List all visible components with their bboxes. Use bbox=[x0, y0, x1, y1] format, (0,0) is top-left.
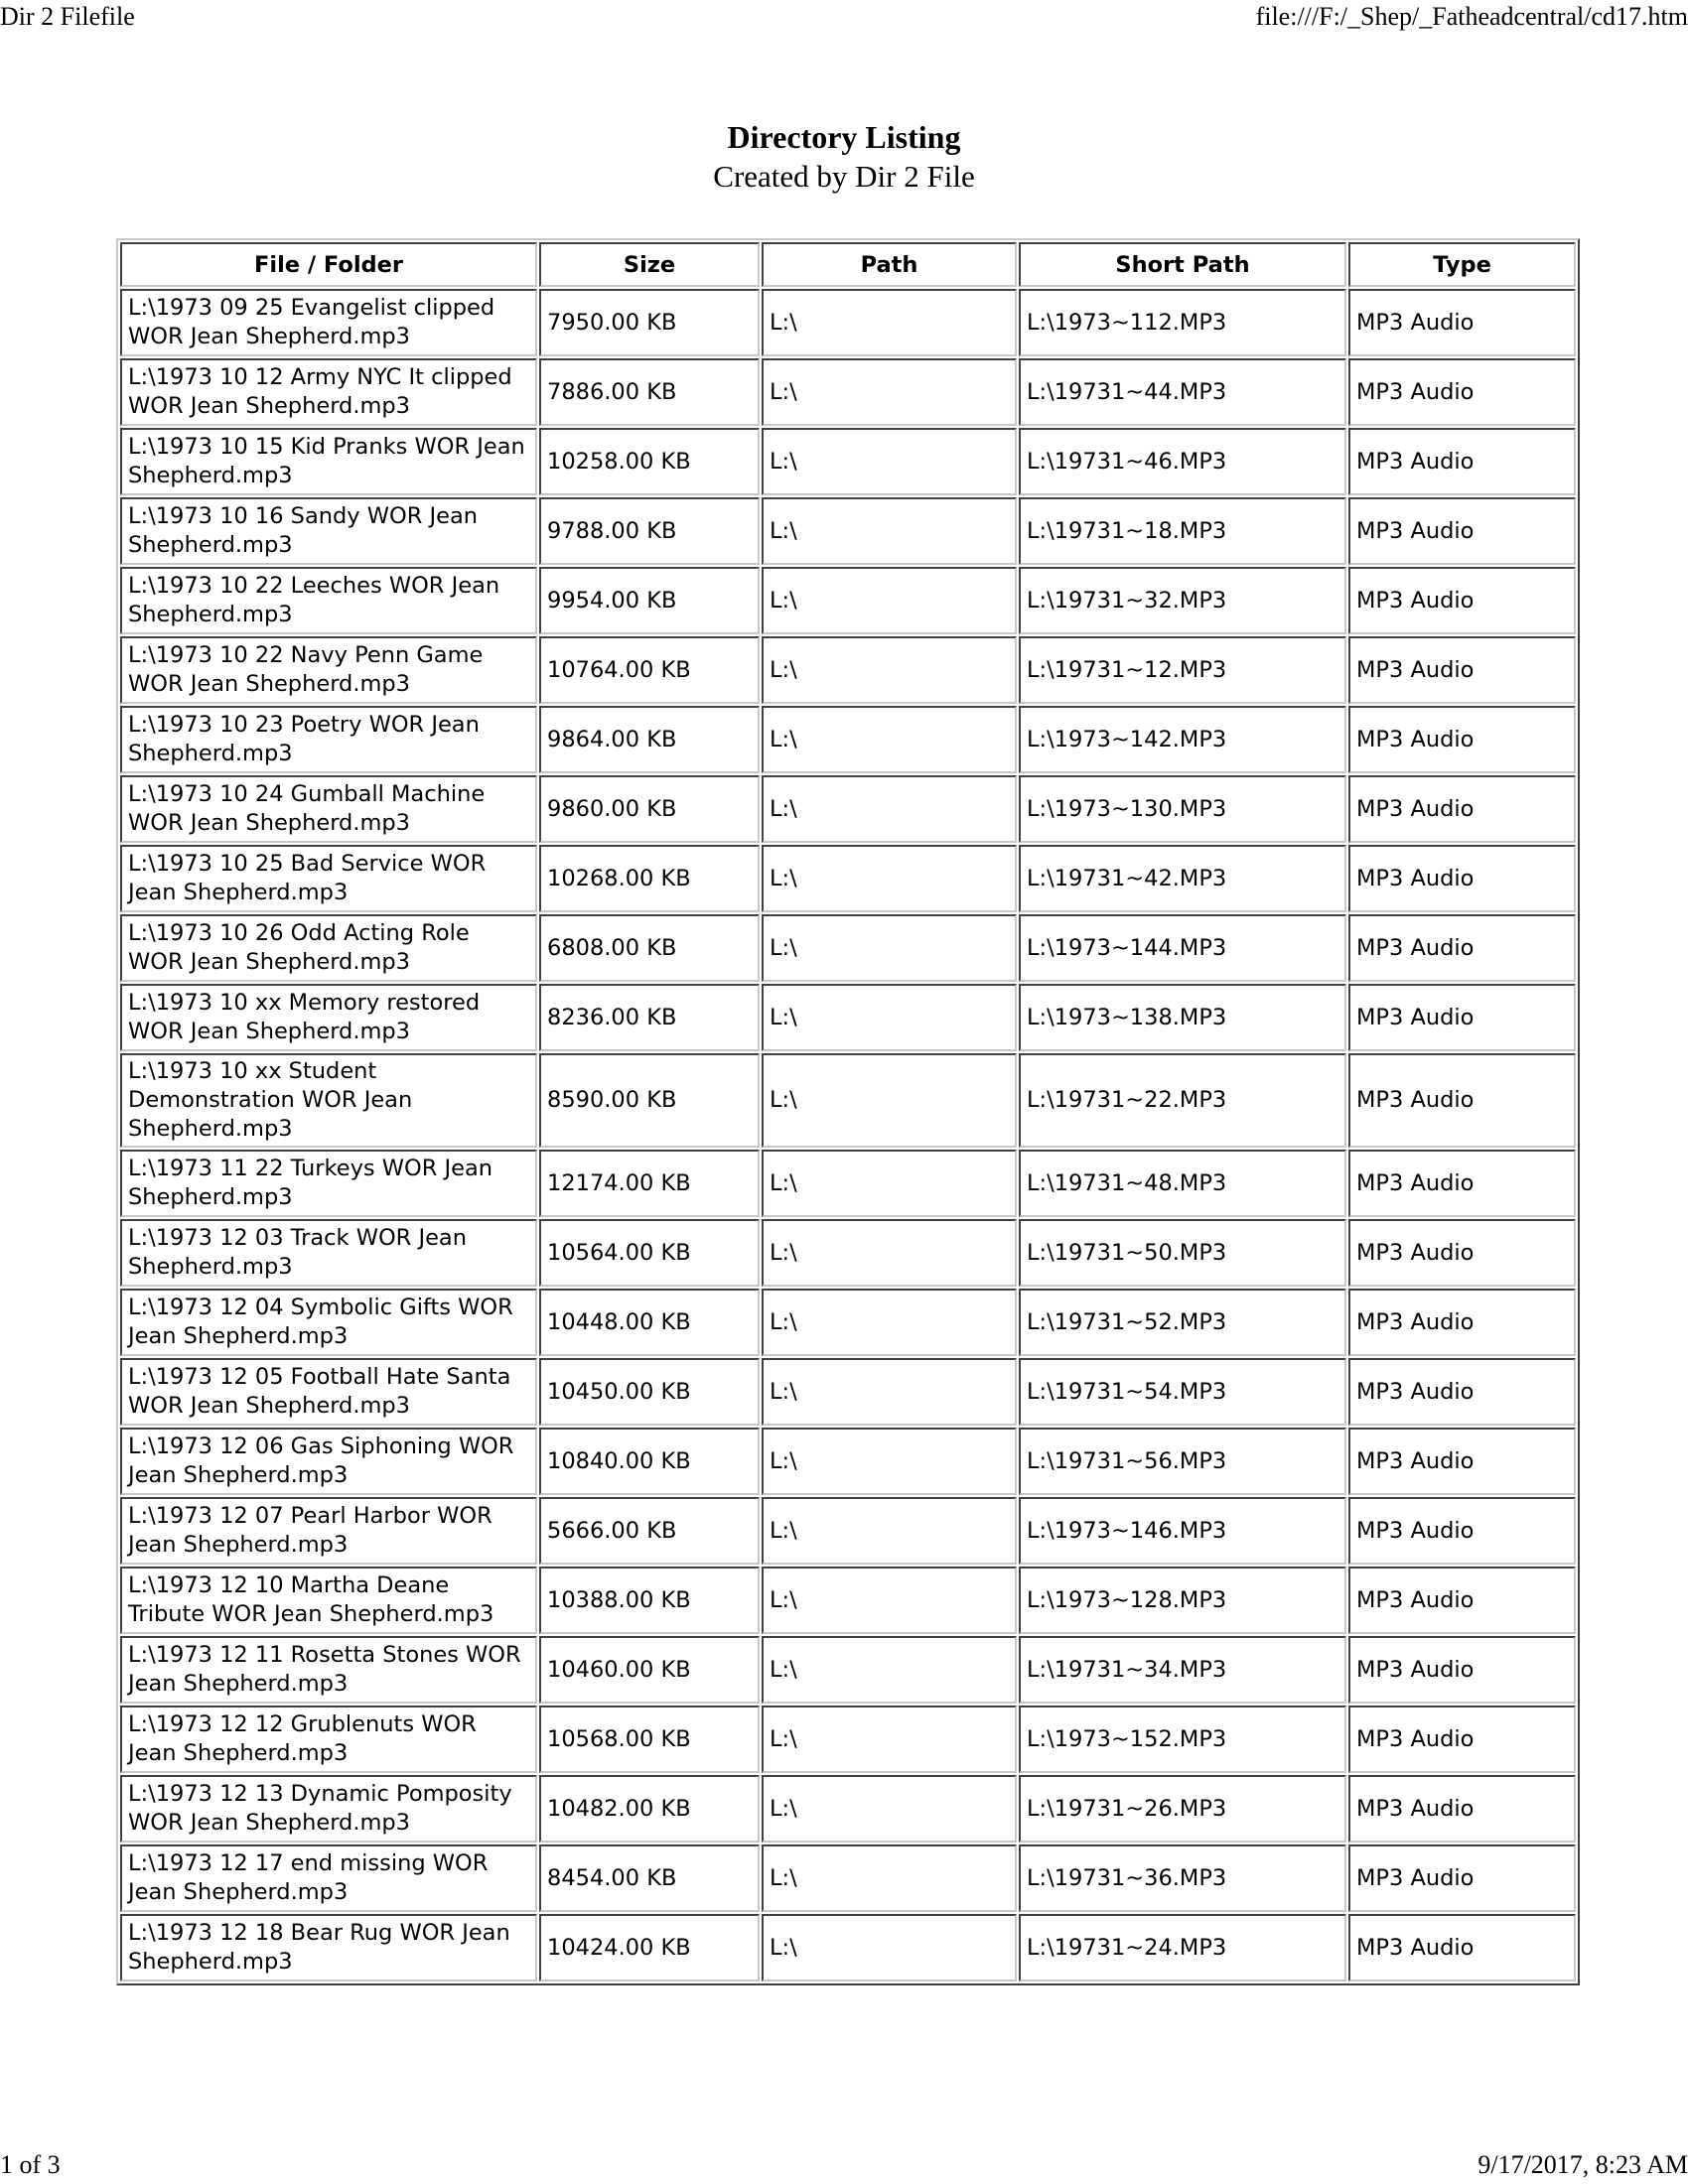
table-row bbox=[120, 1358, 1576, 1426]
cell-size: 10564.00 KB bbox=[539, 1219, 760, 1287]
cell-file-name: L:\1973 10 25 Bad Service WOR Jean Shepherd.mp3 bbox=[120, 845, 537, 912]
cell-size: 9860.00 KB bbox=[539, 775, 760, 843]
cell-file-name: L:\1973 12 13 Dynamic Pomposity WOR Jean Shepherd.mp3 bbox=[120, 1775, 537, 1843]
cell-short-path: L:\1973~146.MP3 bbox=[1019, 1497, 1346, 1565]
cell-size: 10450.00 KB bbox=[539, 1358, 760, 1426]
cell-path: L:\ bbox=[762, 567, 1017, 634]
cell-size: 7950.00 KB bbox=[539, 289, 760, 356]
cell-short-path: L:\19731~46.MP3 bbox=[1019, 428, 1346, 495]
print-footer-datetime: 9/17/2017, 8:23 AM bbox=[1477, 2150, 1688, 2179]
cell-short-path: L:\19731~50.MP3 bbox=[1019, 1219, 1346, 1287]
cell-file-name: L:\1973 10 xx Student Demonstration WOR Jean Shepherd.mp3 bbox=[120, 1053, 537, 1148]
cell-short-path: L:\19731~44.MP3 bbox=[1019, 358, 1346, 426]
cell-short-path: L:\19731~52.MP3 bbox=[1019, 1289, 1346, 1356]
cell-short-path: L:\19731~26.MP3 bbox=[1019, 1775, 1346, 1843]
table-row bbox=[120, 1053, 1576, 1148]
cell-short-path: L:\19731~48.MP3 bbox=[1019, 1150, 1346, 1217]
cell-size: 8236.00 KB bbox=[539, 984, 760, 1051]
column-header-size: Size bbox=[539, 242, 760, 287]
column-header-path: Path bbox=[762, 242, 1017, 287]
cell-short-path: L:\19731~18.MP3 bbox=[1019, 497, 1346, 565]
cell-type: MP3 Audio bbox=[1348, 1358, 1576, 1426]
cell-type: MP3 Audio bbox=[1348, 1636, 1576, 1704]
cell-size: 5666.00 KB bbox=[539, 1497, 760, 1565]
table-row bbox=[120, 845, 1576, 912]
print-header-url: file:///F:/_Shep/_Fatheadcentral/cd17.htm bbox=[1255, 2, 1688, 31]
cell-size: 9954.00 KB bbox=[539, 567, 760, 634]
cell-size: 10482.00 KB bbox=[539, 1775, 760, 1843]
cell-size: 8590.00 KB bbox=[539, 1053, 760, 1148]
cell-file-name: L:\1973 11 22 Turkeys WOR Jean Shepherd.mp3 bbox=[120, 1150, 537, 1217]
cell-short-path: L:\19731~42.MP3 bbox=[1019, 845, 1346, 912]
cell-type: MP3 Audio bbox=[1348, 706, 1576, 773]
cell-type: MP3 Audio bbox=[1348, 289, 1576, 356]
cell-file-name: L:\1973 10 15 Kid Pranks WOR Jean Shepherd.mp3 bbox=[120, 428, 537, 495]
table-row bbox=[120, 289, 1576, 356]
cell-short-path: L:\19731~56.MP3 bbox=[1019, 1428, 1346, 1495]
cell-short-path: L:\1973~128.MP3 bbox=[1019, 1567, 1346, 1634]
cell-type: MP3 Audio bbox=[1348, 775, 1576, 843]
cell-path: L:\ bbox=[762, 1289, 1017, 1356]
column-header-type: Type bbox=[1348, 242, 1576, 287]
cell-short-path: L:\19731~34.MP3 bbox=[1019, 1636, 1346, 1704]
table-row bbox=[120, 1844, 1576, 1912]
cell-file-name: L:\1973 12 12 Grublenuts WOR Jean Shepherd.mp3 bbox=[120, 1706, 537, 1773]
cell-type: MP3 Audio bbox=[1348, 1844, 1576, 1912]
table-body bbox=[120, 289, 1576, 1981]
table-row bbox=[120, 706, 1576, 773]
cell-short-path: L:\19731~54.MP3 bbox=[1019, 1358, 1346, 1426]
cell-path: L:\ bbox=[762, 1497, 1017, 1565]
cell-short-path: L:\1973~144.MP3 bbox=[1019, 914, 1346, 982]
cell-path: L:\ bbox=[762, 1219, 1017, 1287]
cell-file-name: L:\1973 10 24 Gumball Machine WOR Jean Shepherd.mp3 bbox=[120, 775, 537, 843]
table-row bbox=[120, 636, 1576, 704]
cell-type: MP3 Audio bbox=[1348, 1289, 1576, 1356]
cell-path: L:\ bbox=[762, 706, 1017, 773]
cell-short-path: L:\1973~112.MP3 bbox=[1019, 289, 1346, 356]
cell-size: 8454.00 KB bbox=[539, 1844, 760, 1912]
cell-type: MP3 Audio bbox=[1348, 358, 1576, 426]
cell-type: MP3 Audio bbox=[1348, 1567, 1576, 1634]
column-header-file-folder: File / Folder bbox=[120, 242, 537, 287]
cell-type: MP3 Audio bbox=[1348, 1150, 1576, 1217]
cell-path: L:\ bbox=[762, 1567, 1017, 1634]
document-heading bbox=[0, 117, 1688, 197]
cell-file-name: L:\1973 12 06 Gas Siphoning WOR Jean Shepherd.mp3 bbox=[120, 1428, 537, 1495]
cell-path: L:\ bbox=[762, 497, 1017, 565]
cell-file-name: L:\1973 12 04 Symbolic Gifts WOR Jean Shepherd.mp3 bbox=[120, 1289, 537, 1356]
cell-file-name: L:\1973 09 25 Evangelist clipped WOR Jean Shepherd.mp3 bbox=[120, 289, 537, 356]
cell-file-name: L:\1973 12 10 Martha Deane Tribute WOR Jean Shepherd.mp3 bbox=[120, 1567, 537, 1634]
cell-size: 10460.00 KB bbox=[539, 1636, 760, 1704]
cell-short-path: L:\1973~130.MP3 bbox=[1019, 775, 1346, 843]
cell-path: L:\ bbox=[762, 984, 1017, 1051]
cell-type: MP3 Audio bbox=[1348, 567, 1576, 634]
print-footer-page-number: 1 of 3 bbox=[0, 2150, 61, 2179]
cell-size: 10258.00 KB bbox=[539, 428, 760, 495]
cell-file-name: L:\1973 10 26 Odd Acting Role WOR Jean Shepherd.mp3 bbox=[120, 914, 537, 982]
cell-path: L:\ bbox=[762, 1775, 1017, 1843]
cell-path: L:\ bbox=[762, 845, 1017, 912]
page-subtitle: Created by Dir 2 File bbox=[713, 159, 975, 194]
cell-size: 10764.00 KB bbox=[539, 636, 760, 704]
table-row bbox=[120, 1428, 1576, 1495]
cell-file-name: L:\1973 10 22 Navy Penn Game WOR Jean Shepherd.mp3 bbox=[120, 636, 537, 704]
table-row bbox=[120, 1636, 1576, 1704]
cell-type: MP3 Audio bbox=[1348, 984, 1576, 1051]
table-row bbox=[120, 1775, 1576, 1843]
cell-size: 6808.00 KB bbox=[539, 914, 760, 982]
cell-size: 9864.00 KB bbox=[539, 706, 760, 773]
cell-type: MP3 Audio bbox=[1348, 1775, 1576, 1843]
cell-path: L:\ bbox=[762, 289, 1017, 356]
cell-type: MP3 Audio bbox=[1348, 497, 1576, 565]
table-row bbox=[120, 984, 1576, 1051]
cell-path: L:\ bbox=[762, 636, 1017, 704]
page-title: Directory Listing bbox=[727, 119, 961, 155]
cell-short-path: L:\19731~36.MP3 bbox=[1019, 1844, 1346, 1912]
cell-file-name: L:\1973 12 07 Pearl Harbor WOR Jean Shepherd.mp3 bbox=[120, 1497, 537, 1565]
cell-file-name: L:\1973 10 12 Army NYC It clipped WOR Jean Shepherd.mp3 bbox=[120, 358, 537, 426]
cell-short-path: L:\1973~152.MP3 bbox=[1019, 1706, 1346, 1773]
cell-type: MP3 Audio bbox=[1348, 1053, 1576, 1148]
table-row bbox=[120, 1914, 1576, 1981]
cell-short-path: L:\19731~32.MP3 bbox=[1019, 567, 1346, 634]
table-header-row bbox=[120, 242, 1576, 287]
cell-short-path: L:\19731~12.MP3 bbox=[1019, 636, 1346, 704]
column-header-short-path: Short Path bbox=[1019, 242, 1346, 287]
cell-type: MP3 Audio bbox=[1348, 1914, 1576, 1981]
cell-path: L:\ bbox=[762, 1636, 1017, 1704]
cell-file-name: L:\1973 12 18 Bear Rug WOR Jean Shepherd.mp3 bbox=[120, 1914, 537, 1981]
table-row bbox=[120, 775, 1576, 843]
cell-type: MP3 Audio bbox=[1348, 1706, 1576, 1773]
print-header-page-title: Dir 2 Filefile bbox=[0, 2, 135, 31]
cell-path: L:\ bbox=[762, 1844, 1017, 1912]
cell-type: MP3 Audio bbox=[1348, 914, 1576, 982]
cell-path: L:\ bbox=[762, 1053, 1017, 1148]
cell-path: L:\ bbox=[762, 1914, 1017, 1981]
table-row bbox=[120, 428, 1576, 495]
table-row bbox=[120, 567, 1576, 634]
table-row bbox=[120, 1706, 1576, 1773]
cell-size: 10840.00 KB bbox=[539, 1428, 760, 1495]
table-row bbox=[120, 1497, 1576, 1565]
cell-size: 10388.00 KB bbox=[539, 1567, 760, 1634]
cell-short-path: L:\19731~22.MP3 bbox=[1019, 1053, 1346, 1148]
cell-file-name: L:\1973 10 xx Memory restored WOR Jean Shepherd.mp3 bbox=[120, 984, 537, 1051]
cell-path: L:\ bbox=[762, 775, 1017, 843]
cell-size: 10424.00 KB bbox=[539, 1914, 760, 1981]
cell-file-name: L:\1973 10 22 Leeches WOR Jean Shepherd.mp3 bbox=[120, 567, 537, 634]
cell-file-name: L:\1973 10 23 Poetry WOR Jean Shepherd.mp3 bbox=[120, 706, 537, 773]
cell-file-name: L:\1973 12 03 Track WOR Jean Shepherd.mp3 bbox=[120, 1219, 537, 1287]
cell-size: 10268.00 KB bbox=[539, 845, 760, 912]
table-row bbox=[120, 1289, 1576, 1356]
cell-type: MP3 Audio bbox=[1348, 636, 1576, 704]
cell-file-name: L:\1973 12 05 Football Hate Santa WOR Jean Shepherd.mp3 bbox=[120, 1358, 537, 1426]
table-row bbox=[120, 1567, 1576, 1634]
table-row bbox=[120, 497, 1576, 565]
cell-path: L:\ bbox=[762, 914, 1017, 982]
cell-size: 12174.00 KB bbox=[539, 1150, 760, 1217]
cell-type: MP3 Audio bbox=[1348, 1428, 1576, 1495]
cell-size: 10568.00 KB bbox=[539, 1706, 760, 1773]
cell-short-path: L:\1973~138.MP3 bbox=[1019, 984, 1346, 1051]
directory-listing-table bbox=[116, 238, 1580, 1985]
cell-file-name: L:\1973 12 11 Rosetta Stones WOR Jean Shepherd.mp3 bbox=[120, 1636, 537, 1704]
table-row bbox=[120, 914, 1576, 982]
cell-size: 9788.00 KB bbox=[539, 497, 760, 565]
cell-path: L:\ bbox=[762, 1358, 1017, 1426]
cell-short-path: L:\1973~142.MP3 bbox=[1019, 706, 1346, 773]
cell-path: L:\ bbox=[762, 358, 1017, 426]
cell-type: MP3 Audio bbox=[1348, 428, 1576, 495]
table-row bbox=[120, 1150, 1576, 1217]
cell-path: L:\ bbox=[762, 428, 1017, 495]
cell-file-name: L:\1973 10 16 Sandy WOR Jean Shepherd.mp3 bbox=[120, 497, 537, 565]
cell-short-path: L:\19731~24.MP3 bbox=[1019, 1914, 1346, 1981]
cell-path: L:\ bbox=[762, 1150, 1017, 1217]
cell-type: MP3 Audio bbox=[1348, 1219, 1576, 1287]
table-row bbox=[120, 1219, 1576, 1287]
cell-type: MP3 Audio bbox=[1348, 845, 1576, 912]
cell-type: MP3 Audio bbox=[1348, 1497, 1576, 1565]
cell-path: L:\ bbox=[762, 1706, 1017, 1773]
cell-size: 10448.00 KB bbox=[539, 1289, 760, 1356]
table-row bbox=[120, 358, 1576, 426]
cell-size: 7886.00 KB bbox=[539, 358, 760, 426]
cell-file-name: L:\1973 12 17 end missing WOR Jean Shepherd.mp3 bbox=[120, 1844, 537, 1912]
cell-path: L:\ bbox=[762, 1428, 1017, 1495]
